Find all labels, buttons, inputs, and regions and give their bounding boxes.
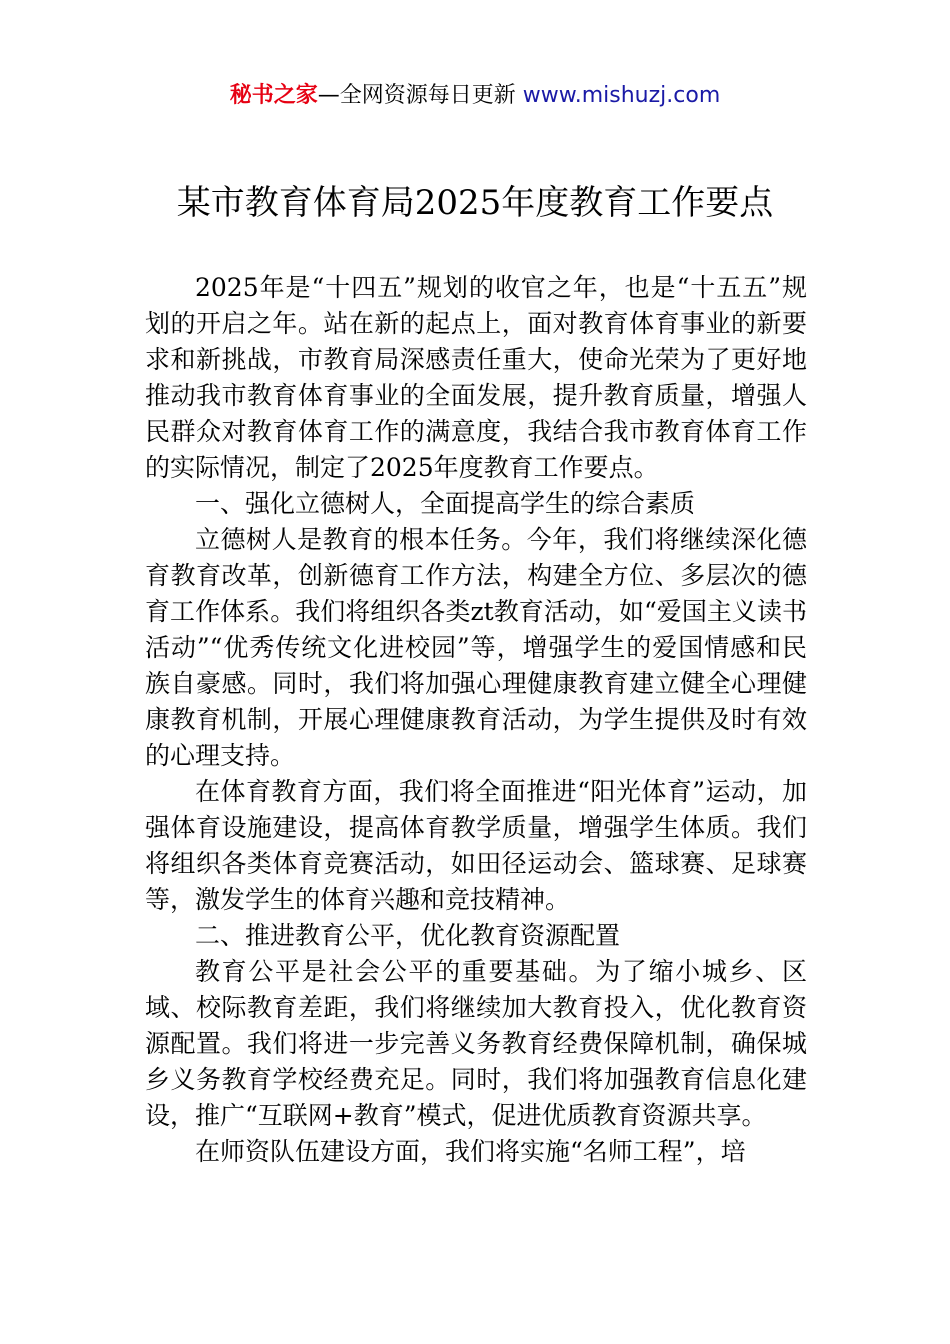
body-paragraph: 在师资队伍建设方面，我们将实施“名师工程”，培 [195,1137,746,1166]
body-paragraph: 在体育教育方面，我们将全面推进“阳光体育”运动，加强体育设施建设，提高体育教学质量，增强学生体质。我们将组织各类体育竞赛活动，如田径运动会、篮球赛、足球赛等，激发学生的体育兴趣和竞技精神。 [145,777,807,914]
document-title: 某市教育体育局2025年度教育工作要点 [176,183,774,223]
section-heading-2: 二、推进教育公平，优化教育资源配置 [195,921,621,950]
site-url-link[interactable]: www.mishuzj.com [522,83,721,108]
section-heading-1: 一、强化立德树人，全面提高学生的综合素质 [195,489,696,518]
body-paragraph: 教育公平是社会公平的重要基础。为了缩小城乡、区域、校际教育差距，我们将继续加大教育投入，优化教育资源配置。我们将进一步完善义务教育经费保障机制，确保城乡义务教育学校经费充足。同时，我们将加强教育信息化建设，推广“互联网+教育”模式，促进优质教育资源共享。 [145,957,807,1130]
document-body [145,270,807,1170]
body-paragraph: 立德树人是教育的根本任务。今年，我们将继续深化德育教育改革，创新德育工作方法，构建全方位、多层次的德育工作体系。我们将组织各类zt教育活动，如“爱国主义读书活动”“优秀传统文化进校园”等，增强学生的爱国情感和民族自豪感。同时，我们将加强心理健康教育建立健全心理健康教育机制，开展心理健康教育活动，为学生提供及时有效的心理支持。 [145,525,807,770]
brand-name: 秘书之家 [229,83,318,108]
header-tagline: —全网资源每日更新 [317,83,516,108]
intro-paragraph: 2025年是“十四五”规划的收官之年，也是“十五五”规划的开启之年。站在新的起点上，面对教育体育事业的新要求和新挑战，市教育局深感责任重大，使命光荣为了更好地推动我市教育体育事业的全面发展，提升教育质量，增强人民群众对教育体育工作的满意度，我结合我市教育体育工作的实际情况，制定了2025年度教育工作要点。 [145,273,807,482]
site-header [0,78,950,114]
